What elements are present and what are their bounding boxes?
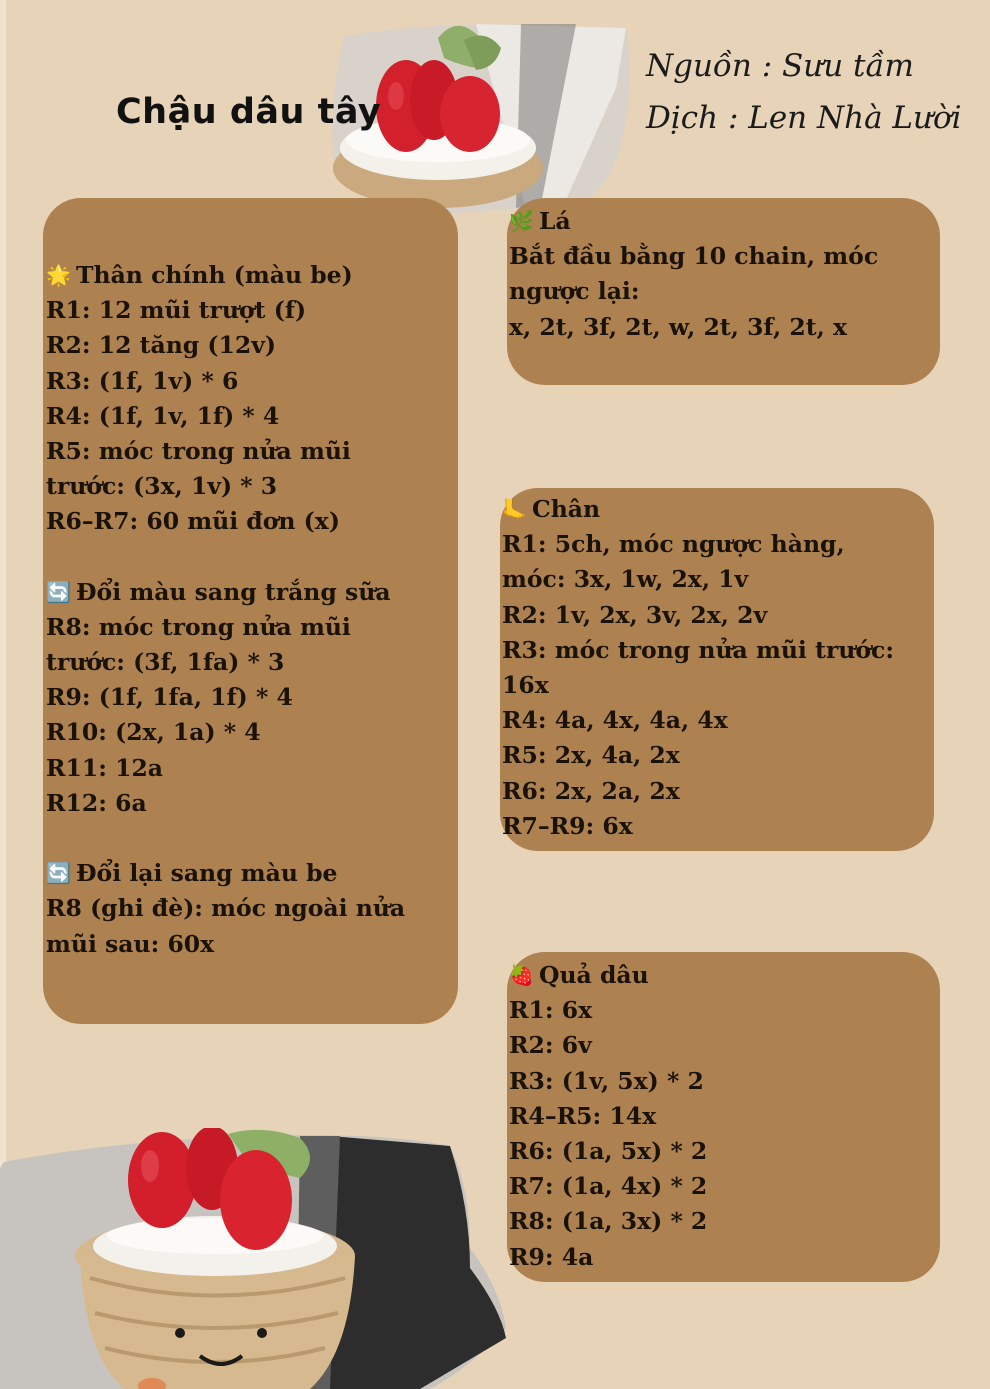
pattern-row: R3: móc trong nửa mũi trước:: [502, 635, 894, 664]
pattern-row: R8 (ghi đè): móc ngoài nửa: [46, 894, 406, 923]
pattern-row: R4: (1f, 1v, 1f) * 4: [46, 401, 280, 430]
pattern-row: R9: 4a: [509, 1242, 594, 1271]
pattern-row: R2: 1v, 2x, 3v, 2x, 2v: [502, 600, 768, 629]
pattern-row: R9: (1f, 1fa, 1f) * 4: [46, 683, 293, 712]
pattern-row: R12: 6a: [46, 788, 147, 817]
pattern-row: móc: 3x, 1w, 2x, 1v: [502, 565, 749, 594]
pattern-row: R1: 5ch, móc ngược hàng,: [502, 530, 845, 559]
section-heading: 🍓 Quả dâu: [509, 958, 940, 993]
pattern-row: R4–R5: 14x: [509, 1101, 657, 1130]
pattern-row: R11: 12a: [46, 753, 164, 782]
star-icon: 🌟: [46, 263, 71, 287]
section-heading: 🌿 Lá: [509, 204, 940, 239]
pattern-row: R6: (1a, 5x) * 2: [509, 1136, 708, 1165]
pattern-row: R3: (1f, 1v) * 6: [46, 366, 239, 395]
source-credit: Nguồn : Sưu tầm: [646, 48, 914, 84]
pattern-row: R5: 2x, 4a, 2x: [502, 741, 680, 770]
pattern-row: R5: móc trong nửa mũi: [46, 436, 351, 465]
pattern-row: R8: (1a, 3x) * 2: [509, 1207, 708, 1236]
pattern-row: R3: (1v, 5x) * 2: [509, 1066, 704, 1095]
pattern-row: Bắt đầu bằng 10 chain, móc: [509, 242, 879, 271]
pattern-row: R6–R7: 60 mũi đơn (x): [46, 507, 340, 536]
section-heading: 🌟 Thân chính (màu be): [46, 258, 458, 293]
pattern-row: ngược lại:: [509, 277, 640, 306]
translator-credit: Dịch : Len Nhà Lười: [646, 100, 962, 136]
pattern-row: R7: (1a, 4x) * 2: [509, 1172, 708, 1201]
pattern-row: trước: (3f, 1fa) * 3: [46, 648, 285, 677]
pattern-row: R8: móc trong nửa mũi: [46, 612, 351, 641]
foot-icon: 🦶: [502, 497, 527, 521]
pattern-row: R7–R9: 6x: [502, 811, 633, 840]
pattern-row: R1: 12 mũi trượt (f): [46, 296, 307, 325]
section-heading: 🦶 Chân: [502, 492, 934, 527]
foot-card: [500, 488, 934, 851]
pattern-row: R2: 12 tăng (12v): [46, 331, 276, 360]
main-body-card: [43, 198, 458, 1024]
pattern-row: x, 2t, 3f, 2t, w, 2t, 3f, 2t, x: [509, 312, 847, 341]
pattern-row: R10: (2x, 1a) * 4: [46, 718, 261, 747]
repeat-icon: 🔄: [46, 579, 71, 604]
repeat-icon: 🔄: [46, 861, 71, 886]
strawberry-pot-photo-bottom: [0, 1128, 510, 1389]
page-title: Chậu dâu tây: [116, 92, 382, 132]
pattern-row: 16x: [502, 670, 549, 699]
pattern-row: R4: 4a, 4x, 4a, 4x: [502, 706, 728, 735]
pattern-row: trước: (3x, 1v) * 3: [46, 472, 278, 501]
strawberry-card: [507, 952, 940, 1282]
section-heading: 🔄 Đổi lại sang màu be: [46, 856, 458, 891]
pattern-row: R6: 2x, 2a, 2x: [502, 776, 680, 805]
section-heading: 🔄 Đổi màu sang trắng sữa: [46, 575, 458, 610]
leaf-card: [507, 198, 940, 385]
pattern-row: R1: 6x: [509, 996, 593, 1025]
strawberry-icon: 🍓: [509, 963, 534, 987]
pattern-row: mũi sau: 60x: [46, 929, 215, 958]
pattern-row: R2: 6v: [509, 1031, 592, 1060]
leaf-icon: 🌿: [509, 209, 534, 233]
